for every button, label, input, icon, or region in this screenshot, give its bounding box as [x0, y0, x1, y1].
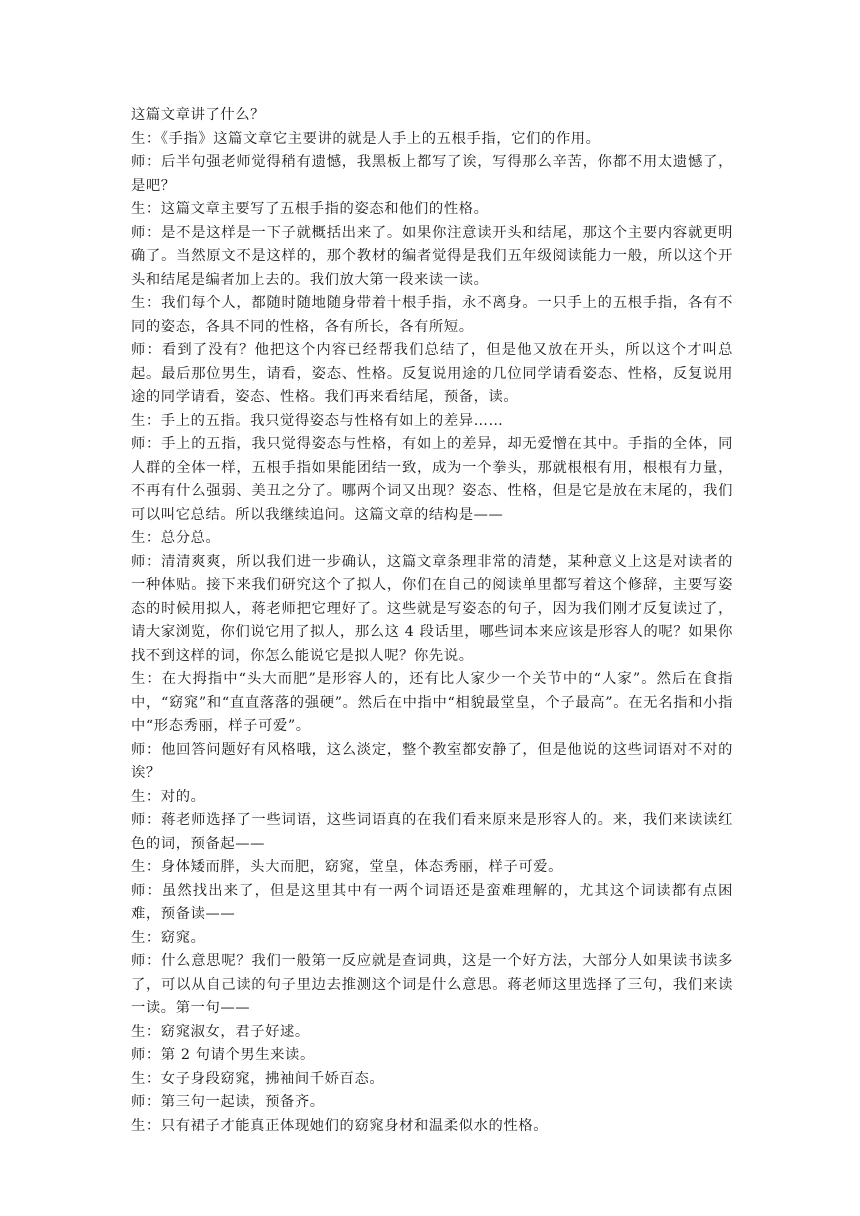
student-line: 生：总分总。	[131, 530, 221, 546]
teacher-line: 师：清清爽爽，所以我们进一步确认，这篇文章条理非常的清楚，某种意义上这是对读者的一种体贴。接下来我们研究这个了拟人，你们在自己的阅读单里都写着这个修辞，主要写姿态的时候用拟人，蒋老师把它理好了。这些就是写姿态的句子，因为我们刚才反复读过了，请大家浏览，你们说它用了拟人，那么这 4 段话里，哪些词本来应该是形容人的呢？如果你找不到这样的词，你怎么能说它是拟人呢？你先说。	[131, 553, 733, 664]
teacher-line: 师：蒋老师选择了一些词语，这些词语真的在我们看来原来是形容人的。来，我们来读读红色的词，预备起——	[131, 812, 733, 852]
document-body	[131, 104, 733, 1138]
student-line: 生：这篇文章主要写了五根手指的姿态和他们的性格。	[131, 201, 489, 217]
student-line: 生：手上的五指。我只觉得姿态与性格有如上的差异……	[131, 412, 504, 429]
teacher-line: 师：手上的五指，我只觉得姿态与性格，有如上的差异，却无爱憎在其中。手指的全体，同人群的全体一样，五根手指如果能团结一致，成为一个拳头，那就根根有用，根根有力量，不再有什么强弱、美丑之分了。哪两个词又出现？姿态、性格，但是它是放在末尾的，我们可以叫它总结。所以我继续追问。这篇文章的结构是——	[131, 436, 733, 523]
student-line: 生：女子身段窈窕，拂袖间千娇百态。	[131, 1070, 385, 1087]
student-line: 生：窈窕淑女，君子好逑。	[131, 1023, 310, 1040]
teacher-line: 师：是不是这样是一下子就概括出来了。如果你注意读开头和结尾，那这个主要内容就更明确了。当然原文不是这样的，那个教材的编者觉得是我们五年级阅读能力一般，所以这个开头和结尾是编者加上去的。我们放大第一段来读一读。	[131, 224, 733, 288]
student-line: 生：在大拇指中“头大而肥”是形容人的，还有比人家少一个关节中的“人家”。然后在食指中，“窈窕”和“直直落落的强硬”。然后在中指中“相貌最堂皇，个子最高”。在无名指和小指中“形态秀丽，样子可爱”。	[131, 671, 733, 734]
teacher-line: 师：他回答问题好有风格哦，这么淡定，整个教室都安静了，但是他说的这些词语对不对的诶？	[131, 741, 733, 781]
teacher-line: 师：第 2 句请个男生来读。	[131, 1047, 315, 1063]
teacher-line: 师：虽然找出来了，但是这里其中有一两个词语还是蛮难理解的，尤其这个词读都有点困难，预备读——	[131, 882, 733, 922]
student-line: 生：身体矮而胖，头大而肥，窈窕，堂皇，体态秀丽，样子可爱。	[131, 859, 564, 875]
student-line: 生：只有裙子才能真正体现她们的窈窕身材和温柔似水的性格。	[131, 1117, 549, 1134]
teacher-line: 师：看到了没有？他把这个内容已经帮我们总结了，但是他又放在开头，所以这个才叫总起。最后那位男生，请看，姿态、性格。反复说用途的几位同学请看姿态、性格，反复说用途的同学请看，姿态、性格。我们再来看结尾，预备，读。	[131, 342, 733, 405]
teacher-line: 师：第三句一起读，预备齐。	[131, 1094, 325, 1110]
student-line: 生：窈窕。	[131, 929, 206, 946]
student-line: 生：对的。	[131, 788, 206, 805]
student-line: 生：《手指》这篇文章它主要讲的就是人手上的五根手指，它们的作用。	[131, 130, 601, 147]
question-line: 这篇文章讲了什么？	[131, 107, 266, 123]
student-line: 生：我们每个人，都随时随地随身带着十根手指，永不离身。一只手上的五根手指，各有不同的姿态，各具不同的性格，各有所长，各有所短。	[131, 295, 733, 335]
teacher-line: 师：后半句强老师觉得稍有遗憾，我黑板上都写了诶，写得那么辛苦，你都不用太遗憾了，是吧？	[131, 154, 733, 194]
teacher-line: 师：什么意思呢？我们一般第一反应就是查词典，这是一个好方法，大部分人如果读书读多了，可以从自己读的句子里边去推测这个词是什么意思。蒋老师这里选择了三句，我们来读一读。第一句——	[131, 953, 733, 1016]
